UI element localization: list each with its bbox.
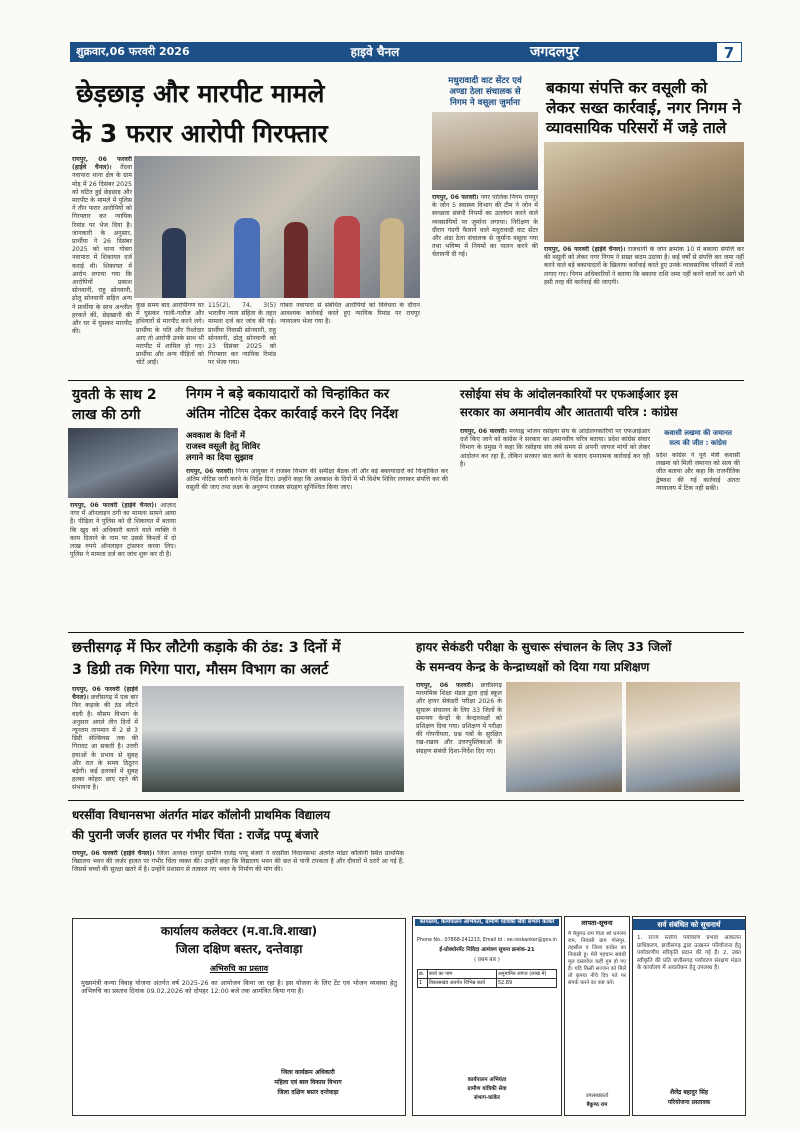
story-fine-headline-1: मधुरावादी वाट सेंटर एवं [448, 76, 522, 86]
story-exam-headline-2: के समन्वय केन्द्र के केन्द्राध्यक्षों को दिया गया प्रशिक्षण [416, 660, 650, 674]
ad-tender-office-1: कार्यालय कलेक्टर (म.वा.वि.शाखा) [160, 924, 318, 938]
story-exam-photo-2 [626, 682, 740, 792]
story-school-headline-1: धरसींवा विधानसभा अंतर्गत मांढर कॉलोनी प्राथमिक विद्यालय [72, 808, 331, 822]
ad-lost [564, 916, 630, 1116]
story-congress [456, 384, 744, 630]
ad-eproc-td-3: 52.89 [496, 979, 556, 988]
story-main-col3: 115(2), 74, 3(5) भारतीय न्याय संहिता के तहत मामला दर्ज कर जांच की गई। प्रार्थीया निवासी सोनवानी, राहु सोनवानी, ढोलू सोनवानी को 23 दिसंबर 2025 को गिरफ्तार कर न्यायिक रिमांड पर भेजा गया। [208, 302, 276, 367]
story-fine-photo [432, 112, 538, 190]
story-cold-body: छत्तीसगढ़ में एक बार फिर कड़ाके की ठंड लौटने वाली है। मौसम विभाग के अनुसार अगले तीन दिनों में न्यूनतम तापमान में 2 से 3 डिग्री सेल्सियस तक की गिरावट आ सकती है। उत्तरी हवाओं के प्रभाव से सुबह और रात के समय ठिठुरन बढ़ेगी। कई इलाकों में सुबह हल्का कोहरा छाए रहने की संभावना है। [72, 694, 138, 792]
story-main-dateline: रायपुर, 06 फरवरी (हाईवे चैनल)। [72, 156, 132, 172]
story-tax-headline-1: बकाया संपत्ति कर वसूली को [546, 79, 708, 97]
ad-public-notice [632, 916, 746, 1116]
story-fine [430, 74, 540, 376]
story-fraud-photo [68, 428, 178, 498]
story-tax-photo [544, 142, 744, 242]
story-notice-subhead-2: राजस्व वसूली हेतु शिविर [186, 441, 260, 451]
story-main-col4: गोबरा नवापारा से संबंधित आरोपियों को विवेचना के दौरान आवश्यक कार्रवाई करते हुए न्यायिक रिमांड पर रायपुर न्यायालय भेजा गया है। [280, 302, 420, 326]
divider-3 [68, 800, 744, 801]
story-tax-text [544, 246, 744, 370]
story-school-dateline: रायपुर, 06 फरवरी (हाईवे चैनल)। [72, 850, 155, 857]
story-congress-side-head-2: सत्य की जीत : कांग्रेस [669, 439, 727, 447]
ad-eproc-th-2: कार्य का नाम [427, 970, 496, 979]
ad-lost-sign-2: बैकुण्ठ राम [586, 1102, 608, 1108]
story-congress-side-body: प्रदेश कांग्रेस ने पूर्व मंत्री कवासी लखमा को मिली जमानत को सत्य की जीत बताया और कहा कि राजनीतिक द्वेषवश की गई कार्रवाई अंततः न्यायालय में टिक नहीं सकी। [656, 452, 740, 492]
story-fine-headline-3: निगम ने वसूला जुर्माना [449, 98, 521, 108]
ad-tender-sign-3: जिला दक्षिण बस्तर दन्तेवाड़ा [277, 1089, 339, 1096]
story-exam-headline-1: हायर सेकंडरी परीक्षा के सुचारू संचालन के लिए 33 जिलों [416, 640, 672, 654]
story-notice-body: निगम आयुक्त ने राजस्व विभाग की समीक्षा बैठक ली और बड़े बकायादारों को चिन्हांकित कर अंतिम नोटिस जारी करने के निर्देश दिए। उन्होंने कहा कि अवकाश के दिनों में भी विशेष शिविर लगाकर संपत्ति कर की वसूली की जाए तथा लक्ष्य के अनुरूप राजस्व संग्रहण सुनिश्चित किया जाए। [186, 468, 448, 492]
story-main-headline-2: के 3 फरार आरोपी गिरफ्तार [72, 119, 328, 148]
ad-tender-sign-2: महिला एवं बाल विकास विभाग [274, 1079, 342, 1086]
ad-public-sign-2: परियोजना प्रस्तावक [667, 1099, 711, 1106]
masthead [70, 42, 742, 62]
story-school-headline-2: की पुरानी जर्जर हालत पर गंभीर चिंता : राजेंद्र पप्पू बंजारे [72, 828, 319, 842]
ad-eproc-sign-1: कार्यपालन अभियंता [467, 1077, 507, 1083]
story-notice-dateline: रायपुर, 06 फरवरी। [186, 468, 234, 475]
ad-tender-title: अभिरुचि का प्रस्ताव [209, 964, 269, 973]
story-fraud-headline-2: लाख की ठगी [72, 407, 141, 423]
ad-public-title: सर्व संबंधित को सूचनार्थ [633, 919, 745, 930]
ad-tender [72, 918, 406, 1116]
ad-eproc-sign-3: संभाग-कांकेर [474, 1095, 500, 1101]
story-exam-text [416, 682, 502, 792]
ad-eproc-th-1: क्र. [418, 970, 428, 979]
story-exam-photo-1 [506, 682, 622, 792]
story-exam-dateline: रायपुर, 06 फरवरी। [416, 682, 474, 689]
divider-2 [68, 632, 744, 633]
story-main-body-1: तेंदवा नवापारा थाना क्षेत्र के ग्राम मोड़ में 26 दिसंबर 2025 को घटित हुई छेड़छाड़ और मारपीट के मामले में पुलिस ने तीन फरार आरोपियों को गिरफ्तार कर न्यायिक रिमांड पर भेज दिया है। जानकारी के अनुसार, प्रार्थीया ने 26 दिसंबर 2025 को थाना गोबरा नवापारा में शिकायत दर्ज कराई थी। शिकायत में आरोप लगाया गया कि आरोपियों प्रकाश सोनवानी, राहु सोनवानी, ढोलू सोनवानी सहित अन्य ने प्रार्थीया के साथ अश्लील हरकतें कीं, छेड़खानी की और घर में घुसकर मारपीट की। [72, 164, 132, 336]
ad-eproc-phone: Phone No.: 07868-241213, Email Id : ee.reskanker@gov.in [417, 938, 557, 943]
story-tax [544, 74, 744, 376]
ad-lost-sign-1: उपलब्धकर्ता [585, 1093, 609, 1099]
story-fraud-headline-1: युवती के साथ 2 [72, 387, 157, 403]
ad-eproc-title: कार्यालय, कार्यपालन अभियंता, ग्रामीण यांत्रिकी सेवा संभाग कांकेर [415, 919, 559, 926]
story-fine-body: नगर पालिक निगम रायपुर के जोन 5 स्वास्थ्य विभाग की टीम ने जोन में स्वच्छता संबंधी नियमों का उल्लंघन करने वाले व्यवसायियों पर जुर्माना लगाया। निरीक्षण के दौरान गंदगी फैलाने वाले मधुरावादी वाट सेंटर और अंडा ठेला संचालक से जुर्माना वसूला गया तथा भविष्य में नियमों का पालन करने की चेतावनी दी गई। [432, 194, 538, 259]
story-notice-headline-2: अंतिम नोटिस देकर कार्रवाई करने दिए निर्देश [186, 407, 399, 422]
story-tax-dateline: रायपुर, 06 फरवरी (हाईवे चैनल)। [544, 246, 626, 253]
story-fine-text [432, 194, 538, 370]
story-notice-text [186, 468, 448, 626]
story-notice [182, 384, 452, 630]
story-cold-headline-2: 3 डिग्री तक गिरेगा पारा, मौसम विभाग का अलर्ट [72, 662, 329, 678]
edition-city: जगदलपुर [520, 42, 716, 62]
ad-eproc [412, 916, 562, 1116]
story-notice-headline-1: निगम ने बड़े बकायादारों को चिन्हांकित कर [186, 387, 390, 402]
story-cold-photo [142, 686, 404, 792]
issue-date: शुक्रवार,06 फरवरी 2026 [70, 42, 230, 62]
story-cold-dateline: रायपुर, 06 फरवरी (हाईवे चैनल)। [72, 686, 138, 702]
story-congress-body: मध्याह्न भोजन रसोइया संघ के आंदोलनकारियों पर एफआईआर दर्ज किए जाने को कांग्रेस ने सरकार का अमानवीय चरित्र बताया। प्रदेश कांग्रेस संचार विभाग के प्रमुख ने कहा कि रसोइया संघ लंबे समय से अपनी जायज मांगों को लेकर आंदोलन कर रहा है, लेकिन सरकार बात करने के बजाय दमनात्मक कार्रवाई कर रही है। [460, 428, 650, 468]
story-congress-text [460, 428, 650, 626]
newspaper-name: हाइवे चैनल [230, 42, 520, 62]
ad-eproc-th-3: अनुमानित लागत (लाख में) [496, 970, 556, 979]
story-cold [68, 636, 408, 796]
ad-tender-body: मुख्यमंत्री कन्या विवाह योजना अंतर्गत वर्ष 2025-26 का आयोजन किया जा रहा है। इस योजना के लिए टेंट एवं भोजन व्यवस्था हेतु अभिरुचि का प्रस्ताव दिनांक 09.02.2026 को दोपहर 12:00 बजे तक आमंत्रित किया गया है। [81, 979, 397, 996]
story-exam-body: छत्तीसगढ़ माध्यमिक शिक्षा मंडल द्वारा हाई स्कूल और हायर सेकंडरी परीक्षा 2026 के सुचारू संचालन के लिए 33 जिलों के समन्वय केन्द्रों के केन्द्राध्यक्षों को प्रशिक्षण दिया गया। प्रशिक्षण में परीक्षा की गोपनीयता, प्रश्न पत्रों के सुरक्षित रख-रखाव और उत्तरपुस्तिकाओं के संग्रहण संबंधी दिशा-निर्देश दिए गए। [416, 682, 502, 755]
ad-eproc-sign-2: ग्रामीण यांत्रिकी सेवा [467, 1086, 507, 1092]
story-main-col2: कुछ समय बाद आरोपीगण घर में घुसकर गाली-गलौज और हथियारों से मारपीट करने लगे। प्रार्थीया के पति और रिश्तेदार आए तो आरोपी उनके साथ भी मारपीट में शामिल हो गए। प्रार्थीया और अन्य पीड़ितों को चोटें आईं। [136, 302, 204, 367]
story-cold-headline-1: छत्तीसगढ़ में फिर लौटेगी कड़ाके की ठंड: 3 दिनों में [72, 640, 341, 656]
story-congress-side-head-1: कवासी लखमा की जमानत [664, 429, 732, 437]
story-fraud-body: आज़ाद नगर में ऑनलाइन ठगी का मामला सामने आया है। पीड़िता ने पुलिस को दी शिकायत में बताया कि खुद को अधिकारी बताने वाले व्यक्ति ने काम दिलाने के नाम पर उससे किश्तों में दो लाख रुपये ऑनलाइन ट्रांसफर करवा लिए। पुलिस ने मामला दर्ज कर जांच शुरू कर दी है। [70, 502, 176, 559]
story-fraud-text [70, 502, 176, 626]
story-school-text [72, 850, 404, 912]
ad-lost-title: लापता-सूचना [581, 919, 613, 927]
ad-eproc-td-2: विकासखंड अंतर्गत विभिन्न कार्य [427, 979, 496, 988]
ad-public-sign-1: शैलेंद्र बहादुर सिंह [669, 1089, 709, 1096]
story-main-col1 [72, 156, 132, 374]
story-main-photo [134, 156, 420, 298]
story-notice-subhead-1: अवकाश के दिनों में [186, 430, 245, 440]
story-fine-headline-2: अण्डा ठेला संचालक से [449, 87, 521, 97]
ad-eproc-td-1: 1 [418, 979, 428, 988]
story-fine-dateline: रायपुर, 06 फरवरी। [432, 194, 479, 201]
story-cold-text [72, 686, 138, 792]
ad-eproc-table [417, 969, 557, 988]
story-congress-headline-1: रसोईया संघ के आंदोलनकारियों पर एफआईआर इस [460, 387, 678, 401]
ad-eproc-round: ( प्रथम बार ) [474, 957, 500, 963]
story-exam [412, 636, 744, 796]
story-congress-dateline: रायपुर, 06 फरवरी। [460, 428, 507, 435]
ad-public-body: 1. राज्य स्तरीय पर्यावरण प्रभाव आकलन प्राधिकरण, छत्तीसगढ़ द्वारा उत्खनन परियोजना हेतु पर्यावरणीय स्वीकृति प्रदान की गई है। 2. उक्त स्वीकृति की प्रति छत्तीसगढ़ पर्यावरण संरक्षण मंडल के कार्यालय में अवलोकन हेतु उपलब्ध है। [637, 935, 741, 972]
story-notice-subhead-3: लगाने का दिया सुझाव [186, 452, 254, 462]
story-main [68, 74, 428, 384]
ad-eproc-notice: ई-प्रोक्योरमेंट निविदा आमंत्रण सूचना क्रमांक-21 [439, 947, 535, 953]
story-main-headline-1: छेड़छाड़ और मारपीट मामले [76, 79, 325, 108]
story-school-body: जिला अध्यक्ष रायपुर ग्रामीण राजेंद्र पप्पू बंजारे ने धरसींवा विधानसभा अंतर्गत मांढर कॉलोनी स्थित प्राथमिक विद्यालय भवन की जर्जर हालत पर गंभीर चिंता व्यक्त की। उन्होंने कहा कि विद्यालय भवन की छत से पानी टपकता है और दीवारों में दरारें आ गई हैं, जिससे बच्चों की सुरक्षा खतरे में है। उन्होंने प्रशासन से तत्काल नए भवन के निर्माण की मांग की। [72, 850, 404, 874]
story-tax-headline-2: लेकर सख्त कार्रवाई, नगर निगम ने [546, 99, 741, 117]
ad-lost-body: मैं बैकुण्ठ राम पिता श्री धनंजय राम, निवासी ग्राम गोलपुर, तहसील व जिला कांकेर का निवासी हूं। मेरी पहचान संबंधी मूल दस्तावेज कहीं गुम हो गए हैं। यदि किसी सज्जन को मिलें तो कृपया नीचे दिए पते पर संपर्क करने का कष्ट करें। [568, 931, 626, 986]
story-tax-body: राजधानी के जोन क्रमांक 10 में बकाया संपत्ति कर की वसूली को लेकर नगर निगम ने सख्त कदम उठाया है। कई वर्षों से संपत्ति कर जमा नहीं करने वाले बड़े बकायादारों के खिलाफ कार्रवाई करते हुए उनके व्यावसायिक परिसरों में ताले लगाए गए। निगम अधिकारियों ने बताया कि बकाया राशि जमा नहीं करने वालों पर आगे भी इसी तरह की कार्रवाई की जाएगी। [544, 246, 744, 286]
ad-tender-office-2: जिला दक्षिण बस्तर, दन्तेवाड़ा [175, 942, 303, 956]
story-congress-headline-2: सरकार का अमानवीय और आततायी चरित्र : कांग्रेस [460, 405, 678, 419]
page-number: 7 [716, 42, 742, 62]
divider-1 [68, 380, 744, 381]
story-fraud [68, 384, 178, 630]
ad-tender-sign-1: जिला कार्यक्रम अधिकारी [281, 1069, 335, 1076]
story-tax-headline-3: व्यावसायिक परिसरों में जड़े ताले [546, 119, 727, 137]
story-fraud-dateline: रायपुर, 06 फरवरी (हाईवे चैनल)। [70, 502, 157, 509]
story-school [68, 804, 408, 914]
